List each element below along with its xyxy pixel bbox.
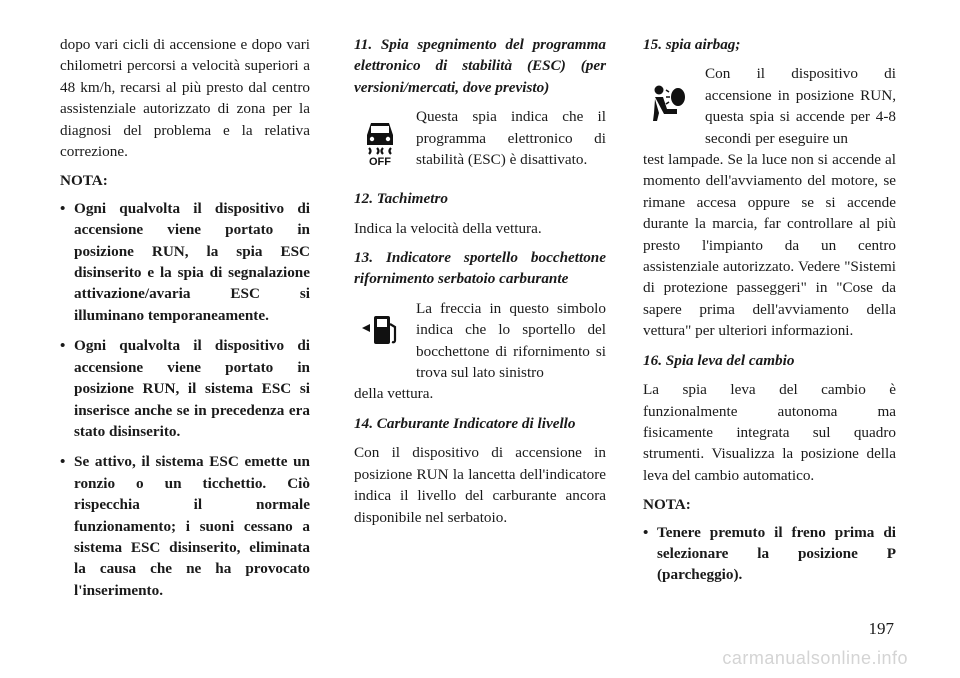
esc-off-icon bbox=[354, 106, 406, 180]
nota-bullet-list bbox=[60, 198, 310, 601]
airbag-icon bbox=[643, 63, 695, 143]
heading-16: 16. Spia leva del cambio bbox=[643, 351, 795, 369]
column-left bbox=[60, 34, 310, 610]
esc-warning-block bbox=[354, 106, 606, 180]
column-middle bbox=[354, 34, 606, 528]
intro-paragraph: dopo vari cicli di accensione e dopo vari chilometri percorsi a velocità superiori a 48 km/h, recarsi al più presto dal centro assistenziale autorizzato di zona per la diagnosi del problema e la relativa correzione. bbox=[60, 36, 310, 161]
nota-bullet-list-right bbox=[643, 522, 896, 586]
paragraph-14: Con il dispositivo di accensione in posizione RUN la lancetta dell'indicatore indica il livello del carburante ancora disponibile nel serbatoio. bbox=[354, 444, 606, 526]
airbag-warning-block bbox=[643, 63, 896, 149]
fuel-door-description-continued: della vettura. bbox=[354, 385, 434, 403]
watermark: carmanualsonline.info bbox=[722, 648, 908, 668]
bullet-item: • Se attivo, il sistema ESC emette un ronzio o un ticchettio. Ciò rispecchia il normale funzionamento; i suoni cessano a sistema ESC disinserito, eliminata la causa che ne ha provocato l'inserimento. bbox=[60, 451, 310, 601]
heading-11: 11. Spia spegnimento del programma elettronico di stabilità (ESC) (per versioni/mercati, dove previsto) bbox=[354, 36, 606, 96]
nota-label-right: NOTA: bbox=[643, 496, 691, 514]
heading-14: 14. Carburante Indicatore di livello bbox=[354, 414, 576, 432]
nota-label: NOTA: bbox=[60, 172, 108, 190]
airbag-description: Con il dispositivo di accensione in posizione RUN, questa spia si accende per 4-8 secondi per eseguire un bbox=[705, 65, 896, 147]
column-right bbox=[643, 34, 896, 595]
fuel-pump-icon bbox=[354, 298, 406, 362]
bullet-item: • Ogni qualvolta il dispositivo di accensione viene portato in posizione RUN, il sistema ESC si inserisce anche se in precedenza era stato disinserito. bbox=[60, 335, 310, 442]
fuel-door-description: La freccia in questo simbolo indica che lo sportello del bocchettone di rifornimento si trova sul lato sinistro bbox=[416, 299, 606, 382]
page-number: 197 bbox=[868, 619, 894, 638]
paragraph-16: La spia leva del cambio è funzionalmente autonoma ma fisicamente integrata sul quadro strumenti. Visualizza la posizione della leva del cambio automatico. bbox=[643, 381, 896, 484]
bullet-item: • Ogni qualvolta il dispositivo di accensione viene portato in posizione RUN, la spia ESC disinserito e la spia di segnalazione attivazione/avaria ESC si illuminano temporaneamente. bbox=[60, 198, 310, 326]
paragraph-12: Indica la velocità della vettura. bbox=[354, 219, 542, 237]
esc-off-icon-label: OFF bbox=[369, 156, 391, 168]
airbag-description-continued: test lampade. Se la luce non si accende al momento dell'avviamento del motore, se rimane accesa oppure se si accende durante la marcia, far controllare al più presto l'impianto da un centro assistenziale autorizzato. Vedere "Sistemi di protezione passeggeri" in "Cose da sapere prima dell'avviamento della vettura" per ulteriori informazioni. bbox=[643, 151, 896, 340]
fuel-door-block bbox=[354, 298, 606, 384]
esc-description: Questa spia indica che il programma elettronico di stabilità (ESC) è disattivato. bbox=[416, 108, 606, 169]
heading-13: 13. Indicatore sportello bocchettone rifornimento serbatoio carburante bbox=[354, 249, 606, 288]
bullet-item: • Tenere premuto il freno prima di selezionare la posizione P (parcheggio). bbox=[643, 522, 896, 586]
heading-15: 15. spia airbag; bbox=[643, 36, 741, 53]
heading-12: 12. Tachimetro bbox=[354, 190, 448, 208]
